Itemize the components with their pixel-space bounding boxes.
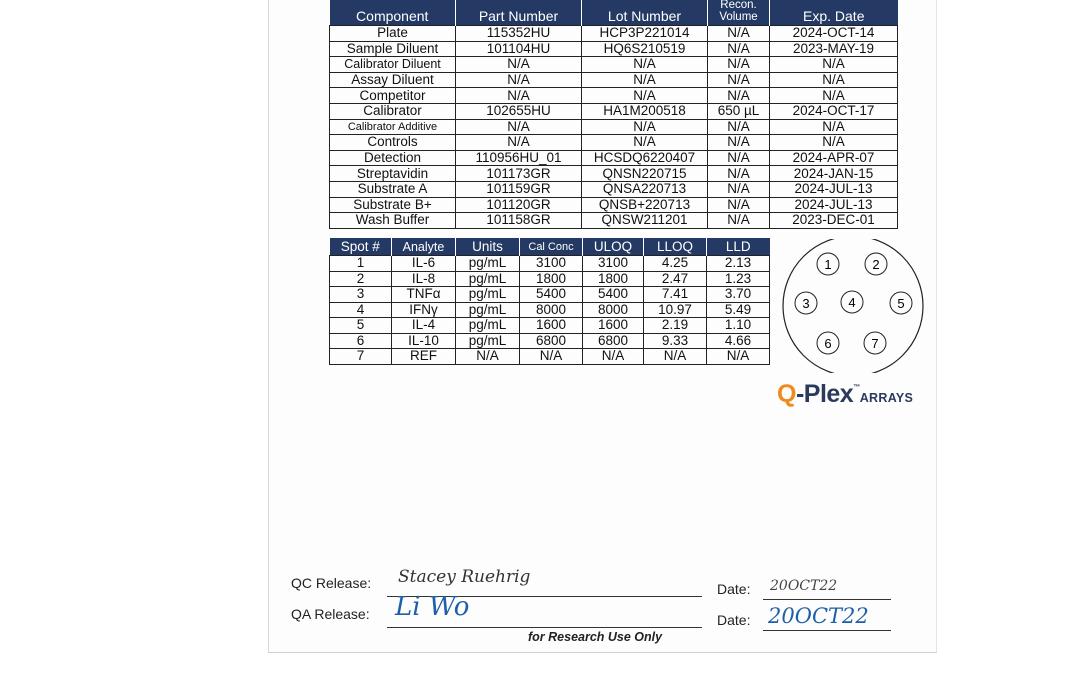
component-cell: 650 µL: [708, 103, 770, 119]
component-cell: N/A: [708, 166, 770, 182]
analyte-cell: pg/mL: [456, 318, 520, 334]
component-row: [330, 166, 898, 182]
component-cell: N/A: [770, 135, 898, 151]
analyte-cell: IL-8: [392, 271, 456, 287]
component-cell: N/A: [582, 72, 708, 88]
component-cell: 2024-JUL-13: [770, 181, 898, 197]
component-cell: N/A: [456, 72, 582, 88]
spot-label: 3: [802, 296, 810, 311]
component-cell: N/A: [708, 197, 770, 213]
component-cell: 110956HU_01: [456, 150, 582, 166]
component-cell: N/A: [708, 72, 770, 88]
analyte-row: [330, 302, 770, 318]
analyte-cell: 3100: [520, 256, 583, 272]
spot-label: 1: [824, 257, 832, 272]
analyte-cell: pg/mL: [456, 287, 520, 303]
component-cell: N/A: [456, 135, 582, 151]
spot-label: 5: [897, 296, 905, 311]
component-cell: Calibrator Diluent: [330, 57, 456, 73]
header-lloq: LLOQ: [644, 238, 707, 256]
analyte-cell: N/A: [583, 349, 644, 365]
component-cell: Wash Buffer: [330, 213, 456, 229]
analyte-row: [330, 287, 770, 303]
spot-label: 6: [824, 336, 832, 351]
component-cell: Assay Diluent: [330, 72, 456, 88]
component-cell: 101104HU: [456, 41, 582, 57]
analyte-cell: 3: [330, 287, 392, 303]
component-cell: 102655HU: [456, 103, 582, 119]
analyte-cell: 2.47: [644, 271, 707, 287]
component-cell: HCSDQ6220407: [582, 150, 708, 166]
analyte-table-header: [330, 238, 770, 256]
analyte-cell: 1.23: [707, 271, 770, 287]
component-cell: N/A: [708, 88, 770, 104]
analyte-cell: IL-6: [392, 256, 456, 272]
analyte-cell: 6800: [583, 333, 644, 349]
component-cell: QNSA220713: [582, 181, 708, 197]
component-row: [330, 57, 898, 73]
spot-label: 7: [871, 336, 879, 351]
analyte-row: [330, 349, 770, 365]
analyte-row: [330, 318, 770, 334]
analyte-cell: 8000: [520, 302, 583, 318]
qa-release-label: QA Release:: [291, 606, 370, 622]
component-row: [330, 103, 898, 119]
analyte-cell: N/A: [707, 349, 770, 365]
qa-date-label: Date:: [717, 612, 751, 628]
component-row: [330, 72, 898, 88]
header-units: Units: [456, 238, 520, 256]
analyte-row: [330, 333, 770, 349]
qa-date-line: [763, 630, 891, 631]
header-lld: LLD: [707, 238, 770, 256]
qc-date-label: Date:: [717, 581, 751, 597]
component-cell: N/A: [582, 57, 708, 73]
analyte-cell: 1800: [583, 271, 644, 287]
component-row: [330, 150, 898, 166]
component-cell: QNSB+220713: [582, 197, 708, 213]
component-cell: N/A: [770, 72, 898, 88]
analyte-cell: 4.66: [707, 333, 770, 349]
header-cal-conc: Cal Conc: [520, 238, 583, 256]
component-cell: 2024-OCT-14: [770, 26, 898, 42]
component-row: [330, 181, 898, 197]
component-cell: QNSN220715: [582, 166, 708, 182]
analyte-row: [330, 256, 770, 272]
component-row: [330, 213, 898, 229]
header-spot: Spot #: [330, 238, 392, 256]
analyte-cell: 5400: [583, 287, 644, 303]
component-cell: N/A: [770, 88, 898, 104]
component-row: [330, 119, 898, 135]
component-cell: Sample Diluent: [330, 41, 456, 57]
component-cell: 101120GR: [456, 197, 582, 213]
header-component: Component: [330, 0, 456, 26]
analyte-cell: 2: [330, 271, 392, 287]
analyte-cell: 1: [330, 256, 392, 272]
component-cell: N/A: [708, 41, 770, 57]
component-cell: HCP3P221014: [582, 26, 708, 42]
analyte-cell: 2.13: [707, 256, 770, 272]
analyte-cell: pg/mL: [456, 333, 520, 349]
component-row: [330, 197, 898, 213]
analyte-cell: 1.10: [707, 318, 770, 334]
analyte-cell: pg/mL: [456, 256, 520, 272]
analyte-cell: 10.97: [644, 302, 707, 318]
analyte-cell: 6800: [520, 333, 583, 349]
component-cell: N/A: [708, 181, 770, 197]
research-use-only-note: for Research Use Only: [528, 630, 663, 644]
component-cell: Controls: [330, 135, 456, 151]
analyte-cell: 5400: [520, 287, 583, 303]
component-cell: 101173GR: [456, 166, 582, 182]
analyte-cell: pg/mL: [456, 302, 520, 318]
component-cell: N/A: [582, 119, 708, 135]
component-cell: 2024-JAN-15: [770, 166, 898, 182]
component-cell: QNSW211201: [582, 213, 708, 229]
component-cell: N/A: [456, 57, 582, 73]
qc-date-value: 20OCT22: [770, 578, 838, 594]
analyte-cell: IL-10: [392, 333, 456, 349]
spot-label: 4: [848, 295, 856, 310]
component-cell: N/A: [456, 119, 582, 135]
analyte-cell: N/A: [456, 349, 520, 365]
header-recon-volume: Recon. Volume: [708, 0, 770, 26]
analyte-cell: 1800: [520, 271, 583, 287]
component-cell: N/A: [708, 150, 770, 166]
analyte-cell: 1600: [520, 318, 583, 334]
component-cell: N/A: [582, 88, 708, 104]
analyte-cell: 6: [330, 333, 392, 349]
component-cell: N/A: [708, 26, 770, 42]
component-row: [330, 88, 898, 104]
analyte-row: [330, 271, 770, 287]
component-cell: 2024-OCT-17: [770, 103, 898, 119]
qa-signature-line: [387, 627, 702, 628]
qa-signature: Li Wo: [395, 592, 470, 622]
component-cell: N/A: [708, 119, 770, 135]
analyte-cell: 4: [330, 302, 392, 318]
component-cell: HQ6S210519: [582, 41, 708, 57]
component-cell: 115352HU: [456, 26, 582, 42]
header-uloq: ULOQ: [583, 238, 644, 256]
analyte-cell: IFNγ: [392, 302, 456, 318]
analyte-cell: N/A: [520, 349, 583, 365]
component-cell: Calibrator Additive: [330, 119, 456, 135]
component-cell: Calibrator: [330, 103, 456, 119]
component-cell: Substrate B+: [330, 197, 456, 213]
component-cell: 2023-MAY-19: [770, 41, 898, 57]
analyte-cell: IL-4: [392, 318, 456, 334]
analyte-table: [329, 238, 770, 365]
analyte-cell: 5: [330, 318, 392, 334]
component-cell: 2023-DEC-01: [770, 213, 898, 229]
component-row: [330, 26, 898, 42]
analyte-cell: 9.33: [644, 333, 707, 349]
analyte-cell: 1600: [583, 318, 644, 334]
component-cell: 2024-JUL-13: [770, 197, 898, 213]
qc-signature: Stacey Ruehrig: [398, 567, 531, 587]
component-cell: Streptavidin: [330, 166, 456, 182]
qc-date-line: [763, 599, 891, 600]
analyte-cell: N/A: [644, 349, 707, 365]
component-cell: N/A: [708, 135, 770, 151]
header-part-number: Part Number: [456, 0, 582, 26]
component-row: [330, 135, 898, 151]
analyte-cell: 2.19: [644, 318, 707, 334]
component-table-header: [330, 0, 898, 26]
analyte-cell: TNFα: [392, 287, 456, 303]
component-cell: 2024-APR-07: [770, 150, 898, 166]
component-cell: HA1M200518: [582, 103, 708, 119]
component-row: [330, 41, 898, 57]
analyte-cell: 7: [330, 349, 392, 365]
qa-date-value: 20OCT22: [768, 604, 869, 628]
header-lot-number: Lot Number: [582, 0, 708, 26]
header-exp-date: Exp. Date: [770, 0, 898, 26]
component-cell: Substrate A: [330, 181, 456, 197]
analyte-cell: 3.70: [707, 287, 770, 303]
header-analyte: Analyte: [392, 238, 456, 256]
component-cell: Detection: [330, 150, 456, 166]
component-cell: N/A: [708, 57, 770, 73]
component-cell: Competitor: [330, 88, 456, 104]
component-cell: 101159GR: [456, 181, 582, 197]
qc-release-label: QC Release:: [291, 575, 372, 591]
component-cell: N/A: [770, 119, 898, 135]
component-cell: N/A: [456, 88, 582, 104]
component-cell: Plate: [330, 26, 456, 42]
analyte-cell: 3100: [583, 256, 644, 272]
component-cell: N/A: [708, 213, 770, 229]
analyte-cell: 8000: [583, 302, 644, 318]
component-table: [329, 0, 898, 229]
qplex-logo: Q-Plex™ARRAYS: [777, 380, 914, 408]
analyte-cell: 4.25: [644, 256, 707, 272]
analyte-cell: 7.41: [644, 287, 707, 303]
analyte-cell: pg/mL: [456, 271, 520, 287]
component-cell: N/A: [582, 135, 708, 151]
analyte-cell: REF: [392, 349, 456, 365]
analyte-cell: 5.49: [707, 302, 770, 318]
spot-layout-diagram: [780, 239, 926, 373]
spot-label: 2: [872, 257, 880, 272]
component-cell: 101158GR: [456, 213, 582, 229]
component-cell: N/A: [770, 57, 898, 73]
